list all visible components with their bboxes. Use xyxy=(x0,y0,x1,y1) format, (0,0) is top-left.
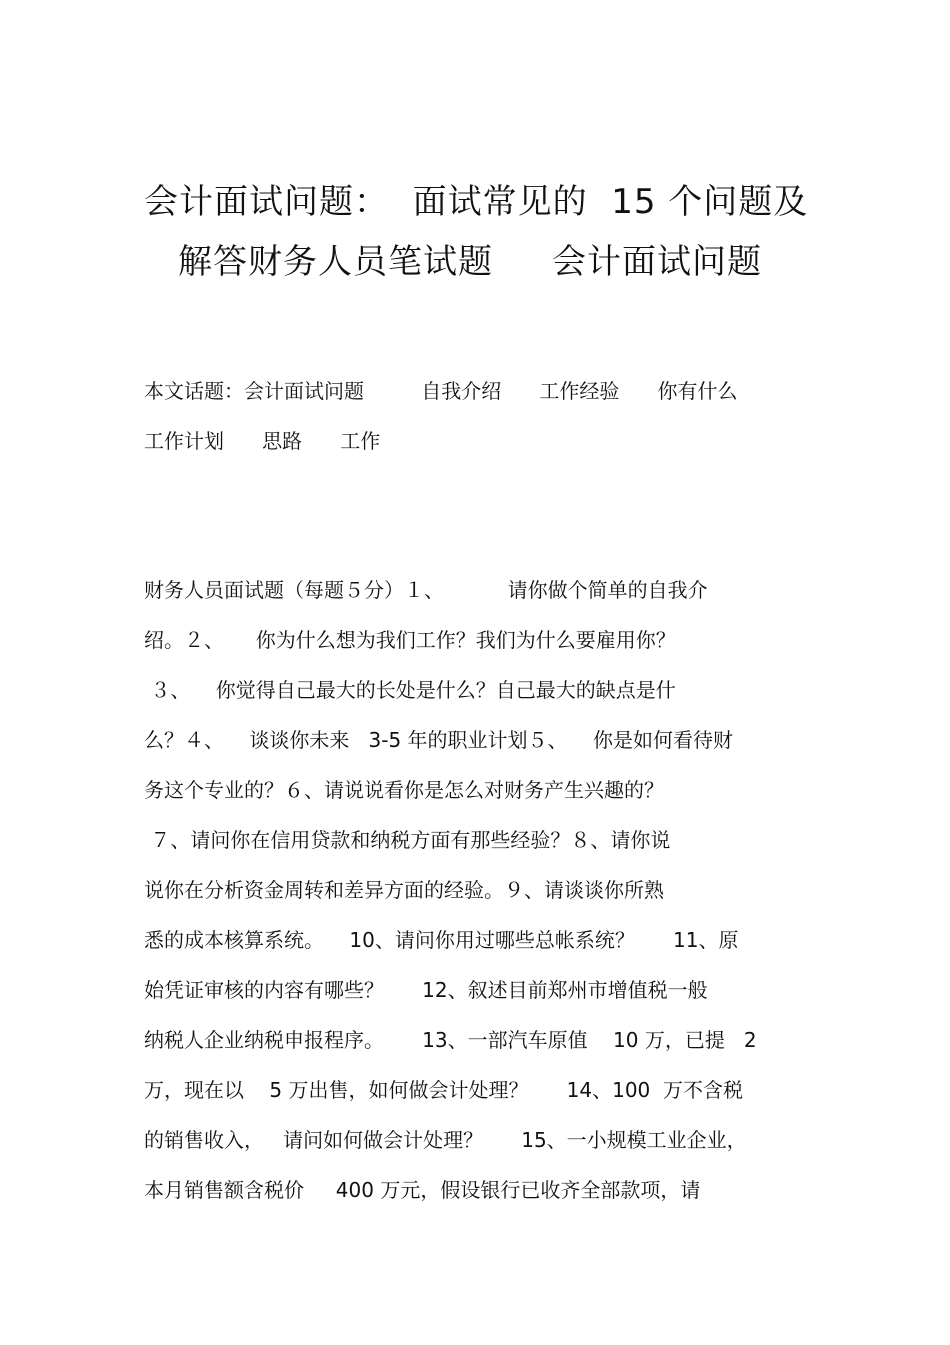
body-line: 纳税人企业纳税申报程序。 13、一部汽车原值 10 万，已提 2 xyxy=(144,1028,757,1052)
body-line: 财务人员面试题（每题５分）１、 请你做个简单的自我介 xyxy=(144,578,708,602)
document-title-line-1: 会计面试问题： 面试常见的 15 个问题及 xyxy=(144,182,809,222)
document-title-line-2: 解答财务人员笔试题 会计面试问题 xyxy=(178,242,763,282)
body-line: ７、请问你在信用贷款和纳税方面有那些经验？８、请你说 xyxy=(144,828,671,852)
body-line: 务这个专业的？６、请说说看你是怎么对财务产生兴趣的？ xyxy=(144,778,664,802)
body-line: ３、 你觉得自己最大的长处是什么？自己最大的缺点是什 xyxy=(144,678,676,702)
body-line: 么？４、 谈谈你未来 3-5 年的职业计划５、 你是如何看待财 xyxy=(144,728,733,752)
body-line: 始凭证审核的内容有哪些？ 12、叙述目前郑州市增值税一般 xyxy=(144,978,708,1002)
topics-line-2: 工作计划 思路 工作 xyxy=(144,429,381,453)
body-line: 的销售收入， 请问如何做会计处理？ 15、一小规模工业企业， xyxy=(144,1128,747,1152)
body-line: 说你在分析资金周转和差异方面的经验。９、请谈谈你所熟 xyxy=(144,878,664,902)
body-line: 本月销售额含税价 400 万元，假设银行已收齐全部款项，请 xyxy=(144,1178,701,1202)
body-line: 万，现在以 5 万出售，如何做会计处理？ 14、100 万不含税 xyxy=(144,1078,743,1102)
body-line: 悉的成本核算系统。 10、请问你用过哪些总帐系统？ 11、原 xyxy=(144,928,739,952)
body-line: 绍。２、 你为什么想为我们工作？我们为什么要雇用你？ xyxy=(144,628,676,652)
topics-line-1: 本文话题：会计面试问题 自我介绍 工作经验 你有什么 xyxy=(144,379,738,403)
